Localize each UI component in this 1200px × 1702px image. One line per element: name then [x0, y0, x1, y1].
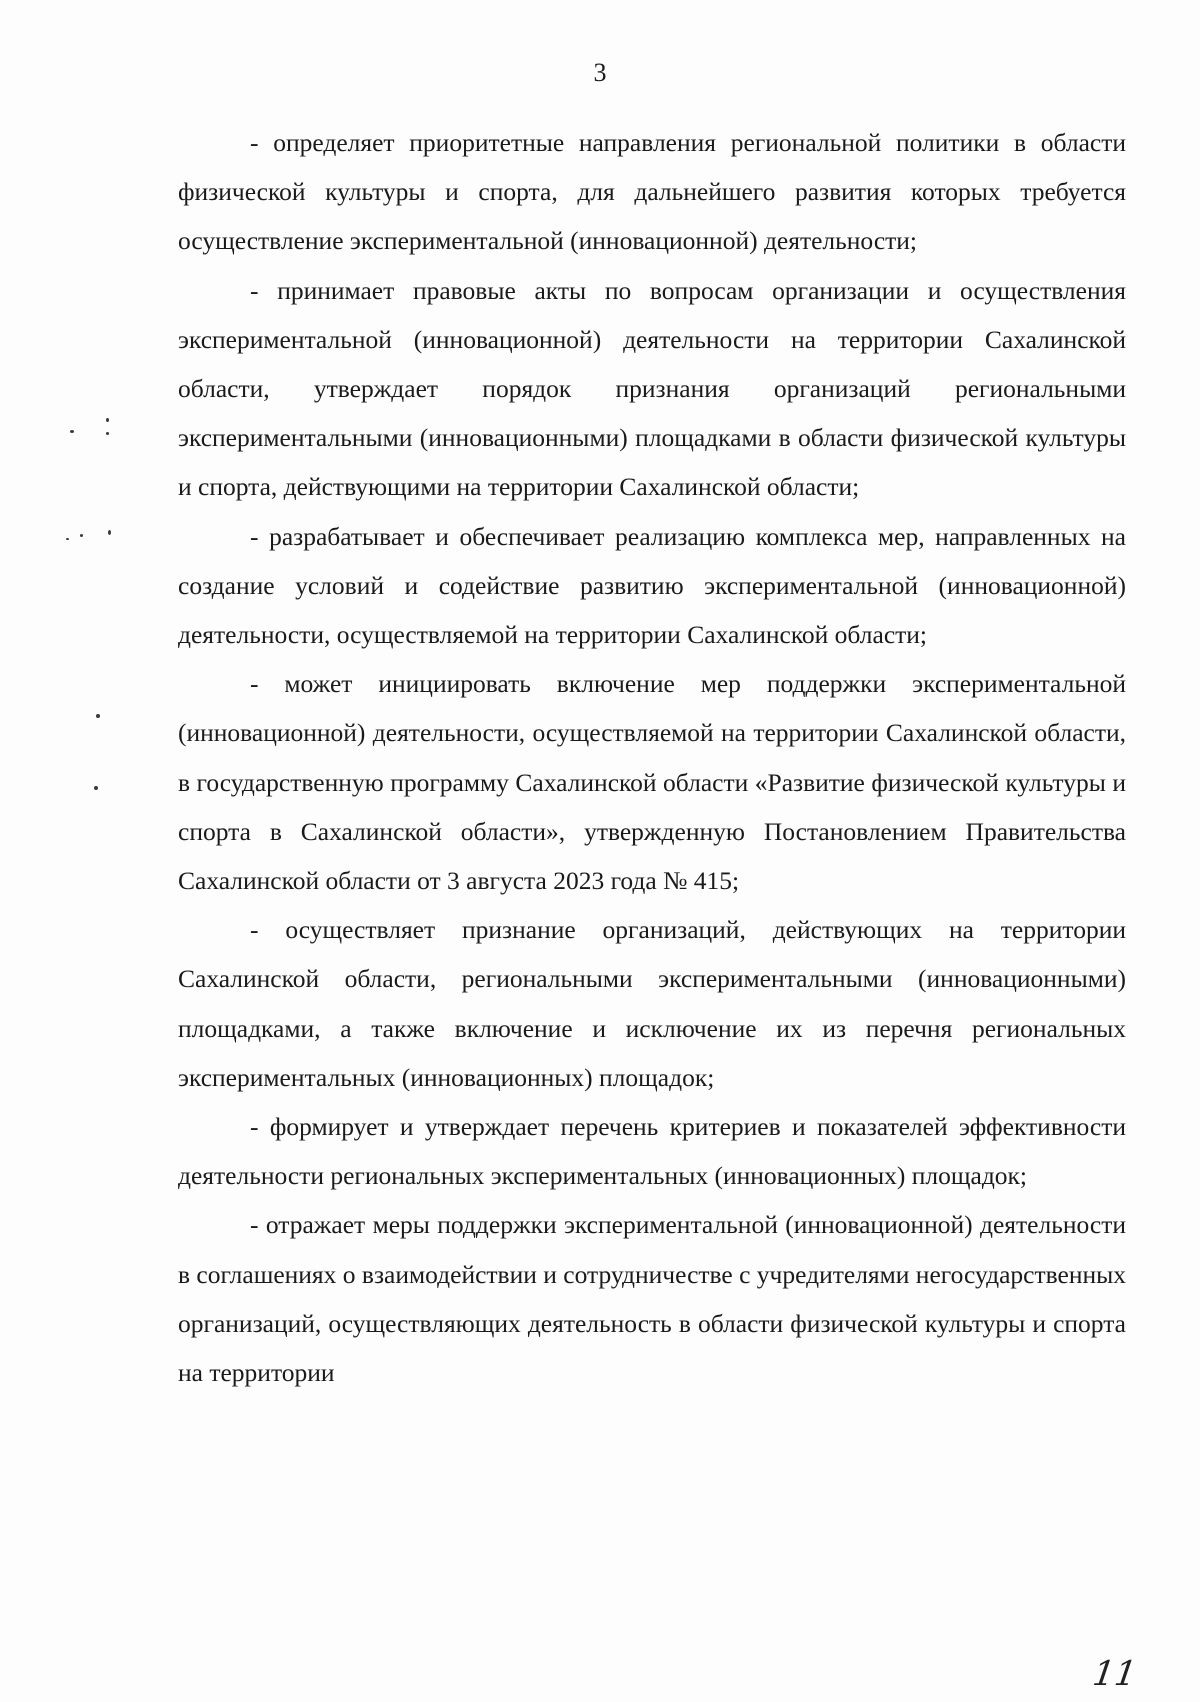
paragraph-measures-complex: - разрабатывает и обеспечивает реализацию комплекса мер, направленных на создание условий и содействие развитию экспериментальной (инновационной) деятельности, осуществляемой на территории Сахалинской области; [178, 521, 1126, 650]
document-body [178, 118, 1126, 1397]
paragraph-state-program: - может инициировать включение мер поддержки экспериментальной (инновационной) деятельности, осуществляемой на территории Сахалинской области, в государственную программу Сахалинской области «Развитие физической культуры и спорта в Сахалинской области», утвержденную Постановлением Правительства Сахалинской области от 3 августа 2023 года № 415; [178, 669, 1126, 896]
paragraph-criteria-list: - формирует и утверждает перечень критериев и показателей эффективности деятельности региональных экспериментальных (инновационных) площадок; [178, 1112, 1126, 1191]
paragraph-legal-acts: - принимает правовые акты по вопросам организации и осуществления экспериментальной (инновационной) деятельности на территории Сахалинской области, утверждает порядок признания организаций региональными экспериментальными (инновационными) площадками в области физической культуры и спорта, действующими на территории Сахалинской области; [178, 275, 1126, 502]
paragraph-recognition: - осуществляет признание организаций, действующих на территории Сахалинской области, региональными экспериментальными (инновационными) площадками, а также включение и исключение их из перечня региональных экспериментальных (инновационных) площадок; [178, 915, 1126, 1092]
paragraph-priority-directions: - определяет приоритетные направления региональной политики в области физической культуры и спорта, для дальнейшего развития которых требуется осуществление экспериментальной (инновационной) деятельности; [178, 128, 1126, 256]
handwritten-page-mark: 11 [1089, 1654, 1139, 1694]
paragraph-support-agreements: - отражает меры поддержки экспериментальной (инновационной) деятельности в соглашениях о взаимодействии и сотрудничестве с учредителями негосударственных организаций, осуществляющих деятельность в области физической культуры и спорта на территории [178, 1210, 1126, 1388]
page-number: 3 [593, 58, 607, 87]
